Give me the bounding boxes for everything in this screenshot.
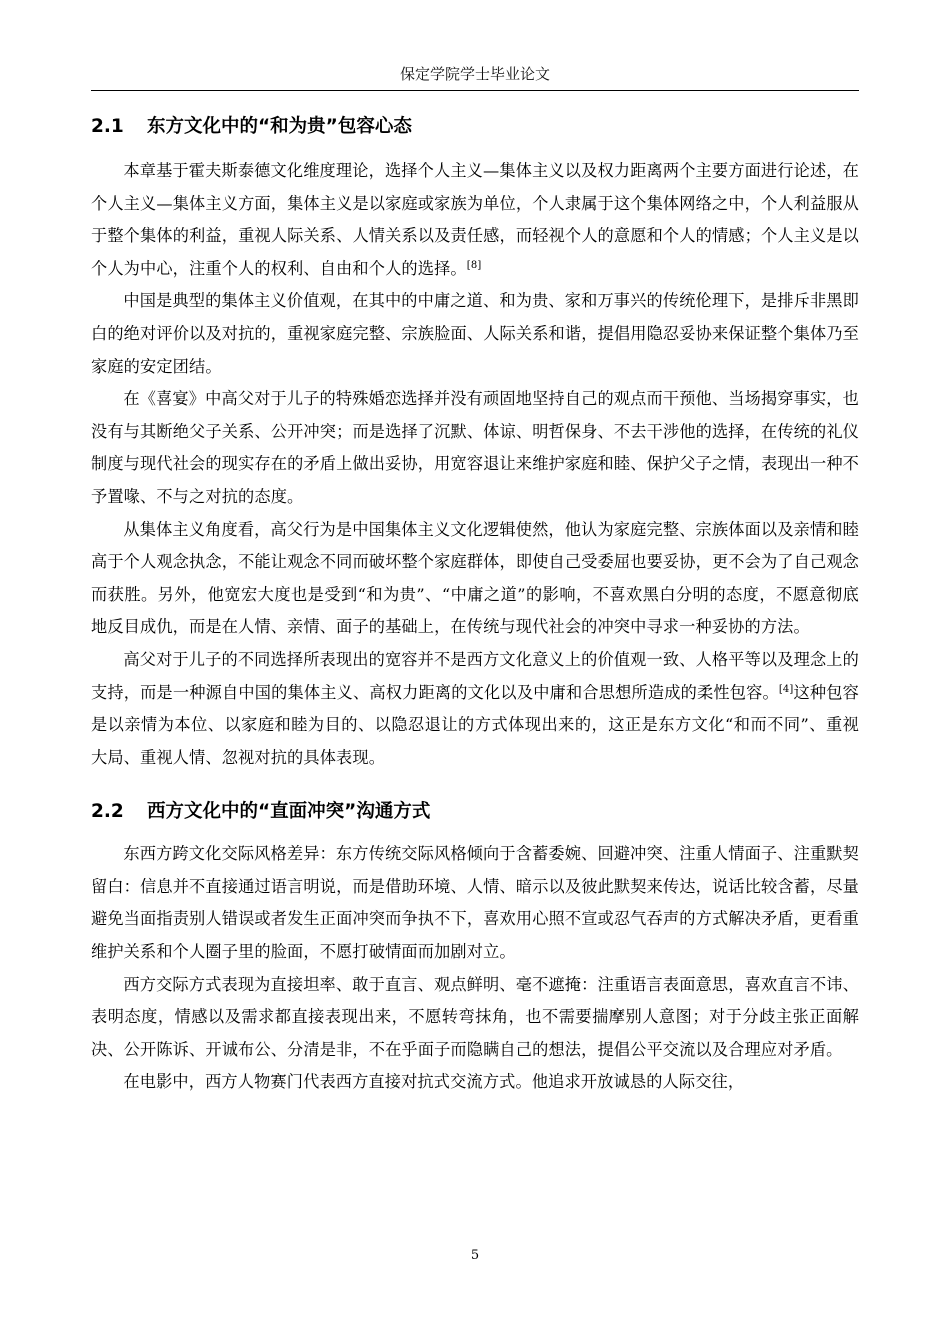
paragraph-text: 高父对于儿子的不同选择所表现出的宽容并不是西方文化意义上的价值观一致、人格平等以及理念上的支持，而是一种源自中国的集体主义、高权力距离的文化以及中庸和合思想所造成的柔性包容。 xyxy=(91,649,859,702)
page-number: 5 xyxy=(470,1248,480,1263)
paragraph xyxy=(91,285,859,383)
paragraph-text: 西方交际方式表现为直接坦率、敢于直言、观点鲜明、毫不遮掩：注重语言表面意思，喜欢直言不讳、表明态度，情感以及需求都直接表现出来，不愿转弯抹角，也不需要揣摩别人意图；对于分歧主张正面解决、公开陈诉、开诚布公、分清是非，不在乎面子而隐瞒自己的想法，提倡公平交流以及合理应对矛盾。 xyxy=(91,974,859,1059)
paragraph-text: 在《喜宴》中高父对于儿子的特殊婚恋选择并没有顽固地坚持自己的观点而干预他、当场揭穿事实，也没有与其断绝父子关系、公开冲突；而是选择了沉默、体谅、明哲保身、不去干涉他的选择，在传统的礼仪制度与现代社会的现实存在的矛盾上做出妥协，用宽容退让来维护家庭和睦、保护父子之情，表现出一种不予置喙、不与之对抗的态度。 xyxy=(91,389,859,506)
paragraph xyxy=(91,383,859,513)
paragraph-text: 东西方跨文化交际风格差异：东方传统交际风格倾向于含蓄委婉、回避冲突、注重人情面子、注重默契留白：信息并不直接通过语言明说，而是借助环境、人情、暗示以及彼此默契来传达，说话比较含蓄，尽量避免当面指责别人错误或者发生正面冲突而争执不下，喜欢用心照不宣或忍气吞声的方式解决矛盾，更看重维护关系和个人圈子里的脸面，不愿打破情面而加剧对立。 xyxy=(91,844,859,962)
citation-reference: [8] xyxy=(466,259,482,271)
paragraph xyxy=(91,514,859,644)
citation-reference: [4] xyxy=(778,683,794,695)
paragraph xyxy=(91,644,859,774)
paragraph xyxy=(91,1066,859,1099)
section-title: 西方文化中的“直面冲突”沟通方式 xyxy=(147,801,431,823)
section-heading-2-1 xyxy=(91,112,859,142)
section-title: 东方文化中的“和为贵”包容心态 xyxy=(147,116,412,137)
running-header: 保定学院学士毕业论文 xyxy=(91,62,859,91)
section-number: 2.2 xyxy=(91,801,124,823)
paragraph-text: 在电影中，西方人物赛门代表西方直接对抗式交流方式。他追求开放诚恳的人际交往， xyxy=(123,1072,745,1092)
section-heading-2-2 xyxy=(91,797,859,827)
page-content xyxy=(91,112,859,1099)
paragraph xyxy=(91,155,859,285)
paragraph-text: 中国是典型的集体主义价值观，在其中的中庸之道、和为贵、家和万事兴的传统伦理下，是排斥非黑即白的绝对评价以及对抗的，重视家庭完整、宗族脸面、人际关系和谐，提倡用隐忍妥协来保证整个集体乃至家庭的安定团结。 xyxy=(91,291,859,376)
paragraph xyxy=(91,838,859,968)
paragraph-text: 本章基于霍夫斯泰德文化维度理论，选择个人主义—集体主义以及权力距离两个主要方面进行论述，在个人主义—集体主义方面，集体主义是以家庭或家族为单位，个人隶属于这个集体网络之中，个人利益服从于整个集体的利益，重视人际关系、人情关系以及责任感，而轻视个人的意愿和个人的情感；个人主义是以个人为中心，注重个人的权利、自由和个人的选择。 xyxy=(91,161,859,278)
section-number: 2.1 xyxy=(91,116,124,137)
paragraph-text-continued: 这种包容是以亲情为本位、以家庭和睦为目的、以隐忍退让的方式体现出来的，这正是东方文化“和而不同”、重视大局、重视人情、忽视对抗的具体表现。 xyxy=(91,682,859,767)
paragraph xyxy=(91,969,859,1067)
paragraph-text: 从集体主义角度看，高父行为是中国集体主义文化逻辑使然，他认为家庭完整、宗族体面以及亲情和睦高于个人观念执念，不能让观念不同而破坏整个家庭群体，即使自己受委屈也要妥协，更不会为了自己观念而获胜。另外，他宽宏大度也是受到“和为贵”、“中庸之道”的影响，不喜欢黑白分明的态度，不愿意彻底地反目成仇，而是在人情、亲情、面子的基础上，在传统与现代社会的冲突中寻求一种妥协的方法。 xyxy=(91,519,859,637)
